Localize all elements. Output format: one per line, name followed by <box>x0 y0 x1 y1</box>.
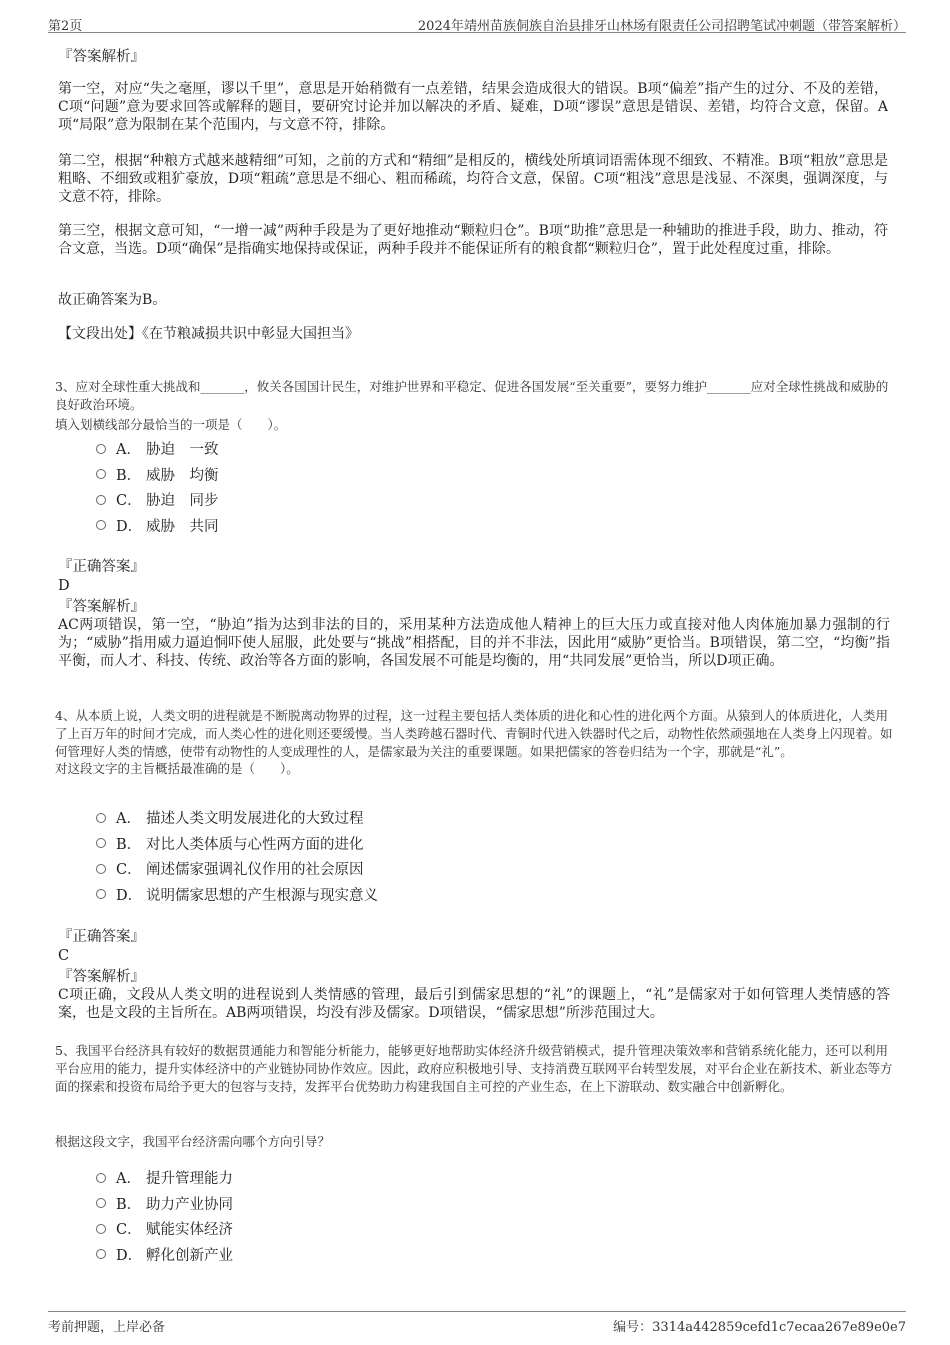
q3-option-a[interactable]: A． 胁迫 一致 <box>96 436 219 462</box>
q2-source: 【文段出处】《在节粮减损共识中彰显大国担当》 <box>58 326 359 342</box>
radio-icon[interactable] <box>96 838 106 848</box>
q2-conclusion: 故正确答案为B。 <box>58 292 167 308</box>
q3-analysis-label: 『答案解析』 <box>58 599 145 615</box>
q4-instruction: 对这段文字的主旨概括最准确的是（ ）。 <box>55 761 299 776</box>
q5-option-d[interactable]: D． 孵化创新产业 <box>96 1242 233 1268</box>
page-footer <box>48 1311 906 1336</box>
q3-stem: 3、应对全球性重大挑战和_______，攸关各国国计民生，对维护世界和平稳定、促进各国发展“至关重要”，要努力维护_______应对全球性挑战和威胁的良好政治环境。 <box>55 379 889 412</box>
radio-icon[interactable] <box>96 469 106 479</box>
q2-analysis-label: 『答案解析』 <box>58 49 145 65</box>
q4-stem: 4、从本质上说，人类文明的进程就是不断脱离动物界的过程，这一过程主要包括人类体质的进化和心性的进化两个方面。从猿到人的体质进化，人类用了上百万年的时间才完成，而人类心性的进化则还要缓慢。当人类跨越石器时代、青铜时代进入铁器时代之后，动物性依然顽强地在人类身上闪现着。如何管理好人类的情感，使带有动物性的人变成理性的人，是儒家最为关注的重要课题。如果把儒家的答卷归结为一个字，那就是“礼”。 <box>55 708 893 759</box>
q4-answer-label: 『正确答案』 <box>58 929 145 945</box>
q4-answer: C <box>58 948 70 964</box>
q3-answer: D <box>58 578 70 594</box>
radio-icon[interactable] <box>96 1249 106 1259</box>
q5-instruction: 根据这段文字，我国平台经济需向哪个方向引导？ <box>55 1134 331 1149</box>
q4-analysis: C项正确，文段从人类文明的进程说到人类情感的管理，最后引到儒家思想的“礼”的课题上，“礼”是儒家对于如何管理人类情感的答案，也是文段的主旨所在。AB两项错误，均没有涉及儒家。D项错误，“儒家思想”所涉范围过大。 <box>58 987 890 1021</box>
footer-code: 编号：3314a442859cefd1c7ecaa267e89e0e7 <box>613 1320 906 1335</box>
q5-option-c[interactable]: C． 赋能实体经济 <box>96 1216 233 1242</box>
q2-analysis-para-1: 第一空，对应“失之毫厘，谬以千里”，意思是开始稍微有一点差错，结果会造成很大的错误。B项“偏差”指产生的过分、不及的差错，C项“问题”意为要求回答或解释的题目，要研究讨论并加以解决的矛盾、疑难，D项“谬误”意思是错误、差错，均符合文意，保留。A项“局限”意为限制在某个范围内，与文意不符，排除。 <box>58 81 888 133</box>
radio-icon[interactable] <box>96 1198 106 1208</box>
q3-option-b[interactable]: B． 威胁 均衡 <box>96 462 219 488</box>
document-title: 2024年靖州苗族侗族自治县排牙山林场有限责任公司招聘笔试冲刺题（带答案解析） <box>417 19 906 34</box>
q2-analysis-para-2: 第二空，根据“种粮方式越来越精细”可知，之前的方式和“精细”是相反的，横线处所填词语需体现不细致、不精准。B项“粗放”意思是粗略、不细致或粗犷豪放，D项“粗疏”意思是不细心、粗而稀疏，均符合文意，保留。C项“粗浅”意思是浅显、不深奥，强调深度，与文意不符，排除。 <box>58 153 888 205</box>
radio-icon[interactable] <box>96 495 106 505</box>
q4-option-b[interactable]: B． 对比人类体质与心性两方面的进化 <box>96 831 378 857</box>
q5-stem: 5、我国平台经济具有较好的数据贯通能力和智能分析能力，能够更好地帮助实体经济升级营销模式，提升管理决策效率和营销系统化能力，还可以利用平台应用的能力，提升实体经济中的产业链协同协作效应。因此，政府应积极地引导、支持消费互联网平台转型发展，对平台企业在新技术、新业态等方面的探索和投资布局给予更大的包容与支持，发挥平台优势助力构建我国自主可控的产业生态，在上下游联动、数实融合中创新孵化。 <box>55 1043 893 1094</box>
page-number: 第2页 <box>48 19 83 34</box>
radio-icon[interactable] <box>96 520 106 530</box>
footer-slogan: 考前押题，上岸必备 <box>48 1320 166 1335</box>
q3-answer-label: 『正确答案』 <box>58 559 145 575</box>
q5-options <box>96 1165 233 1267</box>
q5-option-a[interactable]: A． 提升管理能力 <box>96 1165 233 1191</box>
radio-icon[interactable] <box>96 1224 106 1234</box>
q4-analysis-label: 『答案解析』 <box>58 969 145 985</box>
radio-icon[interactable] <box>96 1173 106 1183</box>
q3-options <box>96 436 219 538</box>
q5-option-b[interactable]: B． 助力产业协同 <box>96 1191 233 1217</box>
radio-icon[interactable] <box>96 813 106 823</box>
q3-option-d[interactable]: D． 威胁 共同 <box>96 513 219 539</box>
q4-option-d[interactable]: D． 说明儒家思想的产生根源与现实意义 <box>96 882 378 908</box>
q3-analysis: AC两项错误，第一空，“胁迫”指为达到非法的目的，采用某种方法造成他人精神上的巨大压力或直接对他人肉体施加暴力强制的行为；“威胁”指用威力逼迫恫吓使人屈服，此处要与“挑战”相搭配，目的并不非法，因此用“威胁”更恰当。B项错误，第二空，“均衡”指平衡，而人才、科技、传统、政治等各方面的影响，各国发展不可能是均衡的，用“共同发展”更恰当，所以D项正确。 <box>58 617 890 669</box>
radio-icon[interactable] <box>96 864 106 874</box>
q4-option-a[interactable]: A． 描述人类文明发展进化的大致过程 <box>96 805 378 831</box>
q2-analysis-para-3: 第三空，根据文意可知，“一增一减”两种手段是为了更好地推动“颗粒归仓”。B项“助推”意思是一种辅助的推进手段，助力、推动，符合文意，当选。D项“确保”是指确实地保持或保证，两种手段并不能保证所有的粮食都“颗粒归仓”，置于此处程度过重，排除。 <box>58 223 888 257</box>
radio-icon[interactable] <box>96 889 106 899</box>
q4-option-c[interactable]: C． 阐述儒家强调礼仪作用的社会原因 <box>96 856 378 882</box>
q3-option-c[interactable]: C． 胁迫 同步 <box>96 487 219 513</box>
q3-instruction: 填入划横线部分最恰当的一项是（ ）。 <box>55 417 287 432</box>
page-header <box>48 10 906 33</box>
radio-icon[interactable] <box>96 444 106 454</box>
q4-options <box>96 805 378 907</box>
